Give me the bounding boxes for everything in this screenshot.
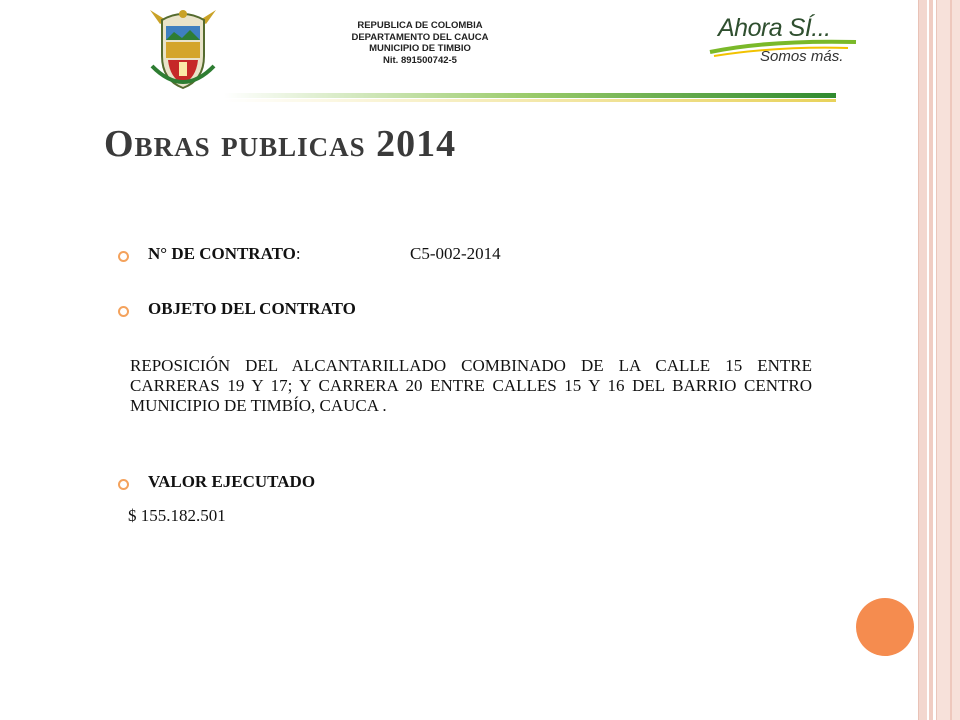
contract-number-value: C5-002-2014 <box>410 244 501 263</box>
executed-value-label-text: VALOR EJECUTADO <box>148 472 316 491</box>
bullet-icon <box>118 306 129 317</box>
page-title: Obras publicas 2014 <box>104 123 457 165</box>
orange-accent-circle <box>856 598 914 656</box>
right-border-band <box>936 0 960 720</box>
contract-number-separator: : <box>295 244 301 263</box>
slogan-sub-text: Somos más. <box>760 48 844 65</box>
slogan-main-text: Ahora SÍ... <box>718 14 831 42</box>
header-line-department: DEPARTAMENTO DEL CAUCA <box>351 31 489 43</box>
contract-number-label: N° DE CONTRATO <box>148 244 296 263</box>
executed-value-label <box>148 472 315 492</box>
bullet-icon <box>118 479 129 490</box>
executed-value-amount: $ 155.182.501 <box>128 506 226 525</box>
header-line-municipality: MUNICIPIO DE TIMBIO <box>369 43 471 54</box>
header-line-nit: Nit. 891500742-5 <box>383 54 457 66</box>
header-line-country: REPUBLICA DE COLOMBIA <box>357 20 483 31</box>
right-border-stripe <box>929 0 933 720</box>
contract-object-label <box>148 299 356 319</box>
right-border-stripe <box>950 0 952 720</box>
right-border-stripe <box>918 0 927 720</box>
contract-number-row <box>148 244 301 264</box>
slogan-logo <box>708 14 868 74</box>
header-divider <box>224 93 836 103</box>
contract-object-label-text: OBJETO DEL CONTRATO <box>148 299 356 318</box>
coat-of-arms-icon <box>146 6 220 94</box>
municipality-header <box>330 20 510 66</box>
bullet-icon <box>118 251 129 262</box>
contract-object-text: REPOSICIÓN DEL ALCANTARILLADO COMBINADO DE LA CALLE 15 ENTRE CARRERAS 19 Y 17; Y CARRERA 20 ENTRE CALLES 15 Y 16 DEL BARRIO CENTRO MUNICIPIO DE TIMBÍO, CAUCA . <box>130 356 812 415</box>
